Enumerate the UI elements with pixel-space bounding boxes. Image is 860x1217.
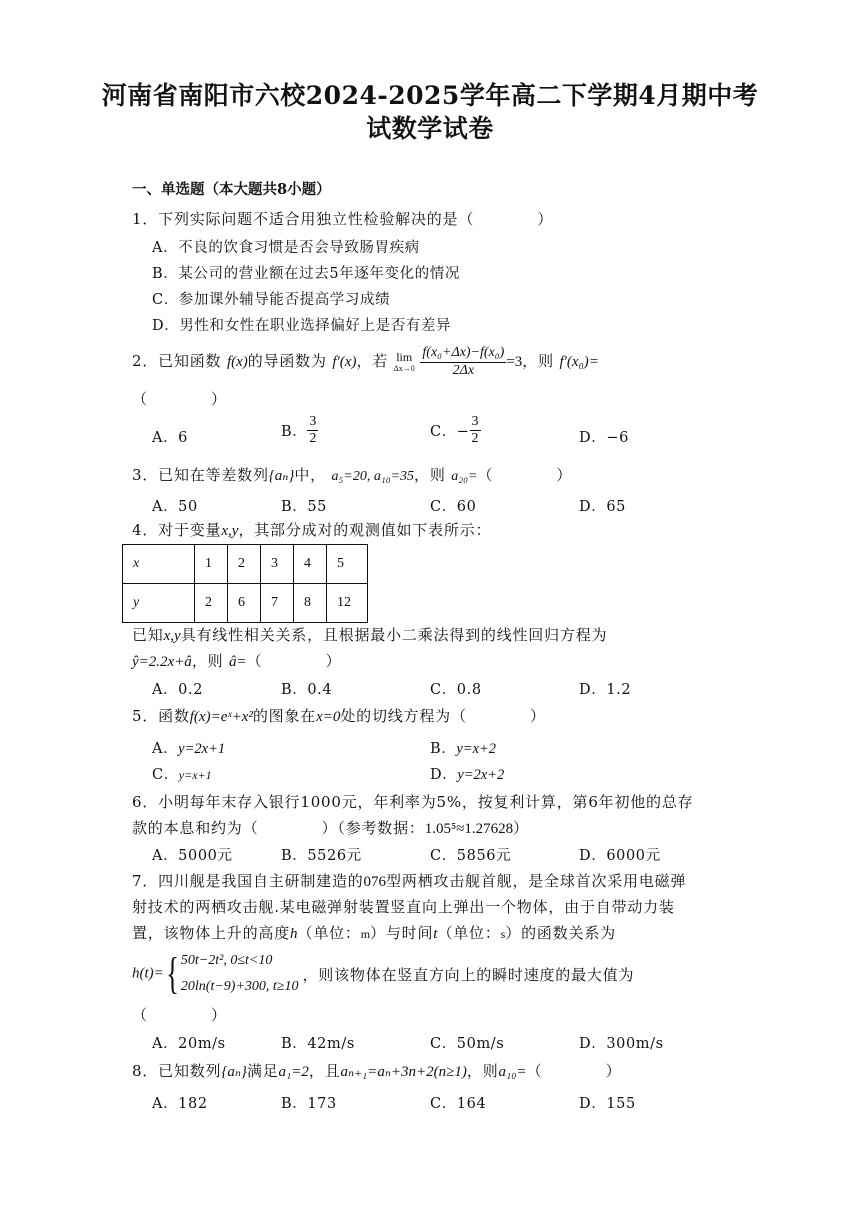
q3-paren: （ ） [477, 466, 573, 484]
q8-option-b: B．173 [281, 1096, 337, 1112]
table-cell: 3 [261, 545, 294, 584]
q5-at: x=0 [316, 709, 341, 725]
q4-after-a: 已知 [132, 626, 164, 644]
q2-fpx: f′(x) [332, 354, 357, 370]
q8-paren: （ ） [526, 1062, 622, 1080]
q8-seq: {aₙ} [221, 1064, 247, 1080]
q2-c-den: 2 [471, 431, 479, 447]
q7-line3-e: ）的函数关系为 [505, 924, 616, 942]
q7-t: t [433, 926, 438, 942]
q7-option-d: D．300m/s [579, 1036, 664, 1052]
q3-seq: {aₙ} [268, 468, 295, 484]
observation-table [122, 544, 368, 623]
q5-option-a-label: A． [152, 741, 179, 757]
exam-title-line2: 试数学试卷 [366, 114, 494, 143]
q7-option-a: A．20m/s [152, 1036, 226, 1052]
q6-line2-b: ） [513, 819, 529, 837]
q2-b-num: 3 [307, 414, 318, 431]
q7-option-c: C．50m/s [430, 1036, 505, 1052]
q2-option-b [281, 414, 318, 447]
q5-func: f(x)=eˣ+x² [189, 709, 253, 725]
q4-condition [132, 624, 607, 645]
q5-option-d-label: D． [430, 767, 458, 783]
q2-option-a: A．6 [152, 430, 188, 446]
q7-line3-c: ）与时间 [370, 924, 434, 942]
q1-option-a: A．不良的饮食习惯是否会导致肠胃疾病 [152, 240, 420, 256]
table-cell: 7 [261, 584, 294, 623]
q5-option-d [430, 763, 504, 784]
q5-option-c-label: C． [152, 767, 179, 783]
q2-option-d: D．−6 [579, 430, 629, 446]
q8-ask: a₁₀= [498, 1064, 527, 1080]
q8-stem [132, 1060, 621, 1081]
q2-paren: （ ） [132, 390, 227, 408]
q5-option-d-value: y=2x+2 [457, 767, 505, 783]
q2-denominator: 2Δx [452, 362, 475, 378]
q2-text-d: ，则 [522, 352, 554, 370]
q7-line1-b: 型两栖攻击舰首舰，是全球首次采用电磁弹 [386, 872, 687, 890]
q4-paren: （ ） [246, 652, 342, 670]
q5-option-b-value: y=x+2 [456, 741, 497, 757]
q4-text-a: 4．对于变量 [132, 521, 222, 539]
q6-option-b: B．5526元 [281, 848, 362, 864]
q7-line3 [132, 922, 616, 943]
q8-option-a: A．182 [152, 1096, 208, 1112]
q2-fraction [420, 345, 506, 378]
table-header-x: x [123, 545, 195, 584]
q2-limit [394, 351, 415, 374]
q8-option-c: C．164 [430, 1096, 487, 1112]
q1-option-c: C．参加课外辅导能否提高学习成绩 [152, 292, 391, 308]
q7-line4: ，则该物体在竖直方向上的瞬时速度的最大值为 [302, 965, 635, 984]
q4-ask: â= [229, 654, 247, 670]
q3-option-b: B．55 [281, 499, 328, 515]
q5-text-b: 的图象在 [252, 707, 317, 725]
q2-stem [132, 344, 599, 379]
q2-lim-sub: Δx→0 [393, 364, 415, 374]
table-row-x [123, 545, 368, 584]
q4-vars: x,y [221, 523, 239, 539]
table-header-y: y [123, 584, 195, 623]
q5-option-c-value: y=x+1 [178, 768, 212, 782]
table-cell: 5 [327, 545, 368, 584]
q5-stem [132, 705, 546, 726]
q3-option-c: C．60 [430, 499, 477, 515]
q2-numerator: f(x₀+Δx)−f(x₀) [420, 345, 506, 362]
q7-line3-a: 置，该物体上升的高度 [132, 924, 291, 942]
section-heading: 一、单选题（本大题共8小题） [132, 181, 331, 198]
q5-text-c: 处的切线方程为（ ） [340, 707, 546, 725]
q7-option-b: B．42m/s [281, 1036, 355, 1052]
q7-cases [181, 948, 299, 1000]
q7-piecewise-line [132, 948, 634, 1000]
q7-h: h [290, 926, 298, 942]
q6-option-d: D．6000元 [579, 848, 661, 864]
q2-text-c: ，若 [356, 352, 389, 370]
q7-line1 [132, 870, 686, 891]
q5-option-b [430, 737, 496, 758]
q7-case2: 20ln(t−9)+300, t≥10 [180, 979, 299, 994]
q8-option-d: D．155 [579, 1096, 636, 1112]
q2-fx: f(x) [226, 354, 248, 370]
q3-stem [132, 464, 572, 485]
q4-option-b: B．0.4 [281, 682, 333, 698]
q7-line2: 射技术的两栖攻击舰.某电磁弹射装置竖直向上弹出一个物体，由于自带动力装 [132, 898, 675, 916]
table-cell: 8 [294, 584, 327, 623]
q8-a1: a₁=2 [278, 1064, 309, 1080]
q3-text-a: 3．已知在等差数列 [132, 466, 269, 484]
q4-stem [132, 519, 491, 540]
q3-cond: a₅=20, a₁₀=35 [331, 469, 415, 484]
table-cell: 2 [228, 545, 261, 584]
q6-ref: 1.05⁵≈1.27628 [424, 821, 514, 837]
q5-option-c [152, 763, 212, 784]
table-cell: 4 [294, 545, 327, 584]
q7-m: m [360, 927, 371, 941]
q7-line3-b: （单位： [297, 924, 361, 942]
q2-text-a: 2．已知函数 [132, 352, 222, 370]
q2-fpx0: f′(x₀)= [559, 354, 599, 370]
q5-text-a: 5．函数 [132, 707, 190, 725]
q3-text-c: ，则 [414, 466, 446, 484]
q4-option-a: A．0.2 [152, 682, 204, 698]
q8-text-b: 满足 [246, 1062, 279, 1080]
table-cell: 6 [228, 584, 261, 623]
q1-option-d: D．男性和女性在职业选择偏好上是否有差异 [152, 318, 452, 334]
q2-lim: lim [396, 349, 413, 364]
q4-after-b: 具有线性相关关系，且根据最小二乘法得到的线性回归方程为 [180, 626, 608, 644]
q4-text-b: ，其部分成对的观测值如下表所示： [238, 521, 492, 539]
q6-line2-a: 款的本息和约为（ ）（参考数据： [132, 819, 425, 837]
q5-option-a-value: y=2x+1 [178, 741, 226, 757]
q4-after-c: ，则 [191, 652, 224, 670]
q6-line1: 6．小明每年末存入银行1000元，年利率为5%，按复利计算，第6年初他的总存 [132, 793, 694, 811]
q3-option-d: D．65 [579, 499, 626, 515]
q2-b-den: 2 [309, 431, 317, 447]
q1-option-b: B．某公司的营业额在过去5年逐年变化的情况 [152, 266, 460, 282]
q7-ht: h(t)= [132, 965, 164, 982]
q3-text-b: 中， [294, 466, 326, 484]
q8-text-d: ，则 [466, 1062, 499, 1080]
q2-option-b-label: B． [281, 424, 308, 441]
q4-option-d: D．1.2 [579, 682, 632, 698]
q4-equation-line [132, 650, 341, 671]
q4-option-c: C．0.8 [430, 682, 482, 698]
table-row-y [123, 584, 368, 623]
exam-title-line1: 河南省南阳市六校2024-2025学年高二下学期4月期中考 [101, 81, 759, 110]
q5-option-a [152, 737, 225, 758]
q8-text-c: ，且 [308, 1062, 341, 1080]
q2-text-b: 的导函数为 [247, 352, 327, 370]
q3-option-a: A．50 [152, 499, 198, 515]
q2-eq3: =3 [506, 354, 523, 370]
brace-icon: { [166, 949, 179, 998]
q7-paren: （ ） [132, 1006, 227, 1024]
q6-line2 [132, 817, 529, 838]
q7-line1-a: 7．四川舰是我国自主研制建造的 [132, 872, 364, 890]
q2-c-num: 3 [470, 414, 481, 431]
q4-regression-eq: ŷ=2.2x+â [132, 654, 192, 670]
q6-option-a: A．5000元 [152, 848, 233, 864]
q7-line1-num: 076 [363, 874, 387, 890]
q7-case1: 50t−2t², 0≤t<10 [180, 953, 273, 968]
q4-after-vars: x,y [163, 628, 181, 644]
q1-stem: 1．下列实际问题不适合用独立性检验解决的是（ ） [132, 210, 554, 228]
q6-option-c: C．5856元 [430, 848, 512, 864]
q5-option-b-label: B． [430, 741, 457, 757]
q8-rec: aₙ₊₁=aₙ+3n+2(n≥1) [340, 1064, 467, 1080]
table-cell: 1 [195, 545, 228, 584]
q3-ask: a₂₀= [451, 469, 478, 484]
q7-s: s [500, 927, 506, 941]
q2-option-c [430, 414, 481, 447]
q2-option-c-label: C．− [430, 424, 470, 441]
q8-text-a: 8．已知数列 [132, 1062, 222, 1080]
table-cell: 2 [195, 584, 228, 623]
table-cell: 12 [327, 584, 368, 623]
q7-line3-d: （单位： [437, 924, 501, 942]
